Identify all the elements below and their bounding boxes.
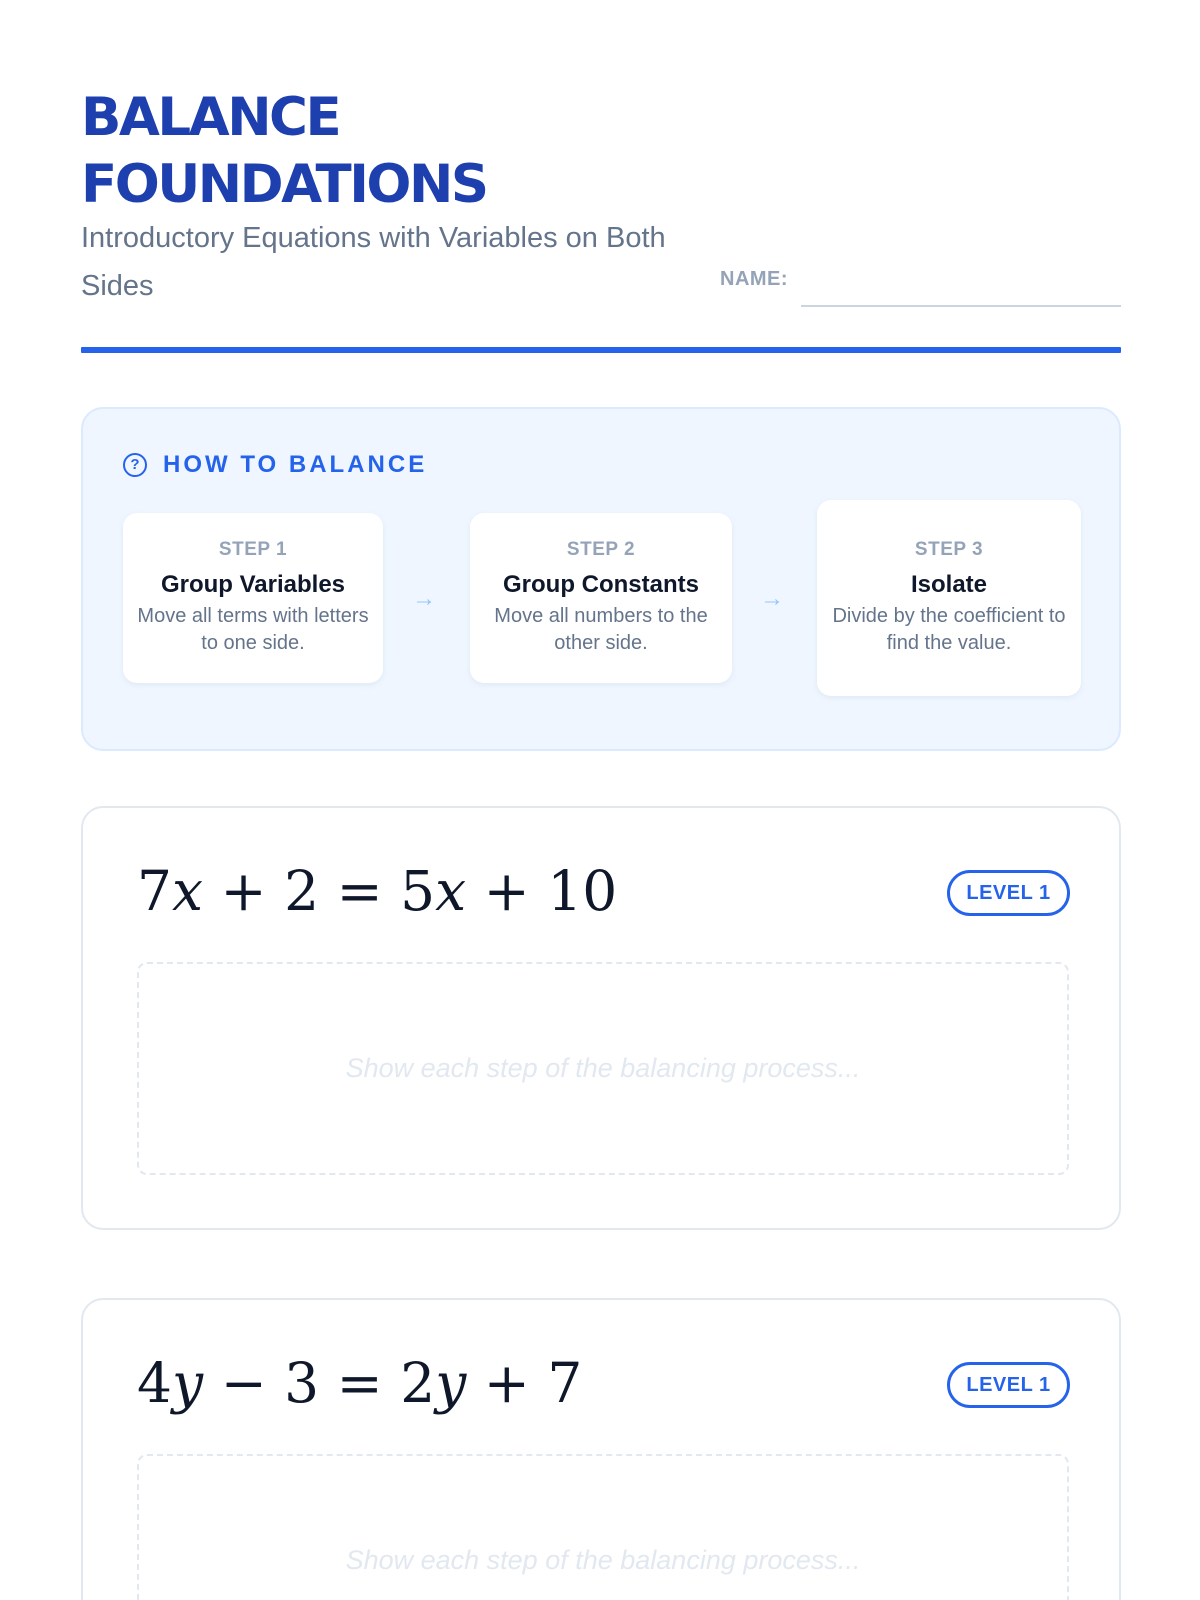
name-field[interactable]: [801, 305, 1121, 307]
work-area[interactable]: [137, 962, 1069, 1175]
coefficient: 5: [400, 859, 436, 923]
coefficient: 2: [400, 1351, 436, 1415]
variable: y: [435, 1351, 467, 1415]
worksheet-page: [81, 0, 1121, 1575]
step-card-3: [817, 500, 1081, 696]
operator: +: [220, 859, 267, 923]
problem-card-2: [81, 1298, 1121, 1600]
level-badge: LEVEL 1: [947, 1362, 1070, 1408]
step-description: Divide by the coefficient to find the value.: [832, 605, 1066, 654]
constant: 10: [547, 859, 618, 923]
page-title: [81, 84, 487, 218]
constant: 7: [547, 1351, 583, 1415]
header-divider: [81, 347, 1121, 353]
step-name: Isolate: [910, 571, 988, 598]
problem-card-1: [81, 806, 1121, 1230]
step-card-1: [123, 513, 383, 683]
step-description: Move all numbers to the other side.: [494, 605, 708, 654]
work-area-placeholder: Show each step of the balancing process...: [345, 1545, 861, 1575]
title-line-2: FOUNDATIONS: [81, 154, 487, 215]
equals-sign: =: [336, 1351, 383, 1415]
equation: [137, 1350, 582, 1416]
how-to-heading: [123, 451, 427, 479]
step-number: STEP 1: [218, 539, 288, 560]
step-card-2: [470, 513, 732, 683]
how-to-panel: [81, 407, 1121, 751]
coefficient: 4: [137, 1351, 172, 1415]
title-line-1: BALANCE: [81, 87, 340, 148]
coefficient: 7: [137, 859, 172, 923]
operator: +: [483, 859, 530, 923]
constant: 3: [284, 1351, 320, 1415]
variable: x: [435, 859, 467, 923]
step-number: STEP 2: [566, 539, 636, 560]
equation: [137, 858, 617, 924]
operator: +: [483, 1351, 530, 1415]
arrow-right-icon: →: [412, 585, 436, 612]
operator: −: [220, 1351, 267, 1415]
work-area-placeholder: Show each step of the balancing process...: [345, 1053, 861, 1083]
worksheet-header: [81, 0, 1121, 356]
name-label: NAME:: [720, 268, 789, 290]
step-number: STEP 3: [914, 539, 984, 560]
step-name: Group Constants: [503, 571, 699, 598]
work-area[interactable]: [137, 1454, 1069, 1600]
variable: x: [172, 859, 204, 923]
equals-sign: =: [336, 859, 383, 923]
step-name: Group Variables: [160, 571, 346, 598]
constant: 2: [284, 859, 320, 923]
step-description: Move all terms with letters to one side.: [137, 605, 369, 654]
how-to-title: HOW TO BALANCE: [163, 451, 428, 478]
question-circle-icon: ?: [123, 453, 147, 477]
arrow-right-icon: →: [760, 585, 784, 612]
page-subtitle: Introductory Equations with Variables on Both Sides: [81, 222, 666, 302]
variable: y: [172, 1351, 204, 1415]
level-badge: LEVEL 1: [947, 870, 1070, 916]
